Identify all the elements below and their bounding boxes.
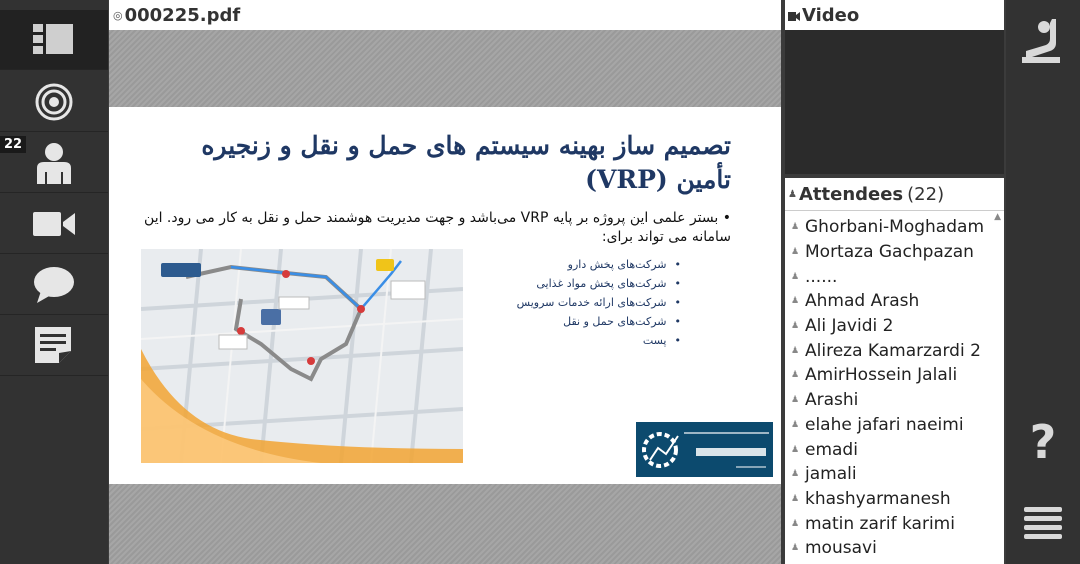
user-icon: ♟ xyxy=(790,345,800,356)
slide-body-text: • بستر علمی این پروژه بر پایه VRP می‌باشد و جهت مدیریت هوشمند حمل و نقل به کار می رود. این سامانه می تواند برای: xyxy=(144,210,731,245)
user-icon: ♟ xyxy=(790,321,800,332)
video-header xyxy=(785,0,1004,30)
user-icon: ♟ xyxy=(790,469,800,480)
user-icon: ♟ xyxy=(790,493,800,504)
list-item[interactable]: ♟ Alireza Kamarzardi 2 xyxy=(785,338,1004,363)
host-user-icon: ♟ xyxy=(790,222,800,233)
presenter-user-icon: ♟ xyxy=(790,296,800,307)
lab-logo xyxy=(636,422,773,477)
list-item[interactable]: ♟ Arashi xyxy=(785,388,1004,413)
user-icon: ♟ xyxy=(790,370,800,381)
left-sidebar xyxy=(0,0,108,564)
list-item[interactable]: ♟ ...... xyxy=(785,264,1004,289)
list-item[interactable]: ♟ mousavi xyxy=(785,536,1004,561)
document-header xyxy=(109,0,781,30)
right-sidebar xyxy=(1006,0,1080,564)
chat-icon[interactable] xyxy=(0,255,108,315)
user-icon: ♟ xyxy=(790,518,800,529)
list-item[interactable]: ♟ Mortaza Gachpazan xyxy=(785,240,1004,265)
route-map-image xyxy=(141,249,463,463)
slide-title: تصمیم ساز بهینه سیستم های حمل و نقل و زنجیره تأمین (VRP) xyxy=(201,131,731,194)
list-item[interactable]: ♟ Ghorbani-Moghadam xyxy=(785,215,1004,240)
scroll-indicator-icon[interactable]: ▲ xyxy=(994,212,1001,222)
list-item: • شرکت‌های ارائه خدمات سرویس xyxy=(517,293,681,312)
attendees-icon-small: ♟ xyxy=(788,188,797,200)
list-item[interactable]: ♟ khashyarmanesh xyxy=(785,487,1004,512)
camera-icon[interactable] xyxy=(0,194,108,254)
video-panel xyxy=(785,0,1004,174)
user-icon: ♟ xyxy=(790,444,800,455)
user-icon: ♟ xyxy=(790,271,800,282)
video-title: Video xyxy=(802,4,860,26)
list-item: • شرکت‌های پخش دارو xyxy=(517,255,681,274)
list-item[interactable]: ♟ Ali Javidi 2 xyxy=(785,314,1004,339)
list-item: • پست xyxy=(517,331,681,350)
attendees-header xyxy=(785,178,1004,211)
list-item[interactable]: ♟ elahe jafari naeimi xyxy=(785,413,1004,438)
list-item: • شرکت‌های حمل و نقل xyxy=(517,312,681,331)
attendees-panel xyxy=(785,178,1004,564)
user-icon: ♟ xyxy=(790,543,800,554)
help-icon[interactable]: ? xyxy=(1029,415,1057,469)
menu-icon[interactable] xyxy=(1006,500,1080,548)
attendees-title: Attendees xyxy=(798,183,904,205)
host-user-icon: ♟ xyxy=(790,247,800,258)
list-item[interactable]: ♟ AmirHossein Jalali xyxy=(785,363,1004,388)
document-title: 000225.pdf xyxy=(124,4,241,26)
presentation-slide xyxy=(109,107,781,484)
target-icon[interactable] xyxy=(0,72,108,132)
list-item[interactable]: ♟ matin zarif karimi xyxy=(785,511,1004,536)
attendees-count: (22) xyxy=(907,183,945,205)
raise-hand-icon[interactable] xyxy=(1006,10,1080,70)
slide-bullet-list xyxy=(517,255,681,350)
participants-badge: 22 xyxy=(0,136,26,153)
list-item[interactable]: ♟ Ahmad Arash xyxy=(785,289,1004,314)
notes-icon[interactable] xyxy=(0,316,108,376)
user-icon: ♟ xyxy=(790,395,800,406)
list-item[interactable]: ♟ jamali xyxy=(785,462,1004,487)
video-camera-icon xyxy=(788,5,800,26)
list-item: • شرکت‌های پخش مواد غذایی xyxy=(517,274,681,293)
user-icon: ♟ xyxy=(790,419,800,430)
layout-icon[interactable] xyxy=(0,10,108,70)
list-item[interactable]: ♟ emadi xyxy=(785,437,1004,462)
document-icon: ◎ xyxy=(113,8,123,22)
attendees-list xyxy=(785,211,1004,561)
